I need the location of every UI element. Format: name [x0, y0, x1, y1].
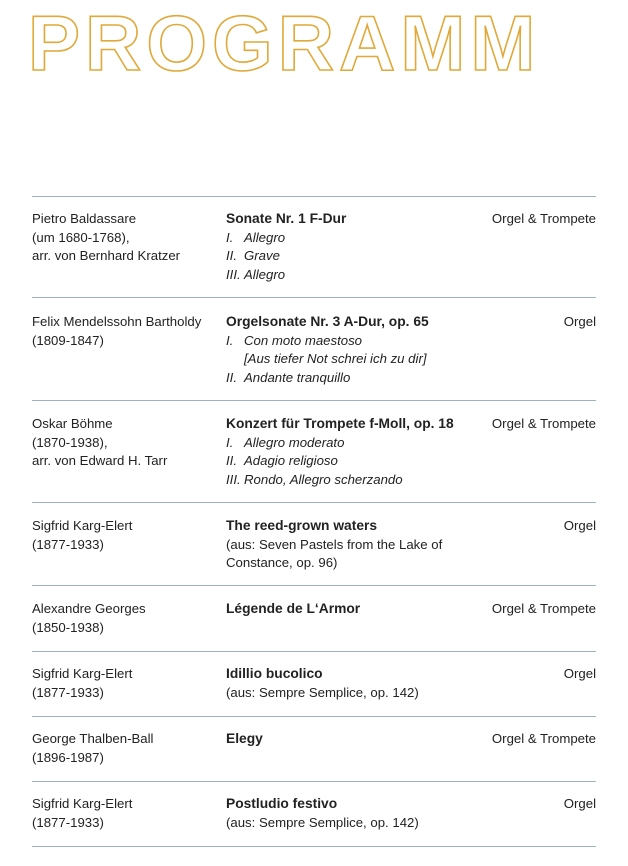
composer-name: Sigfrid Karg-Elert	[32, 796, 133, 811]
work-note: (aus: Seven Pastels from the Lake of	[226, 536, 443, 552]
movement	[226, 471, 516, 490]
composer-dates: (1877-1933)	[32, 536, 104, 552]
composer	[32, 415, 222, 471]
divider	[32, 781, 596, 782]
divider	[32, 196, 596, 197]
composer-arranger: arr. von Bernhard Kratzer	[32, 248, 181, 263]
composer	[32, 730, 222, 767]
divider	[32, 846, 596, 847]
composer-dates: (1877-1933)	[32, 684, 104, 700]
movement-title: Allegro	[244, 266, 286, 282]
work-note: (aus: Sempre Semplice, op. 142)	[226, 684, 419, 700]
instrumentation: Orgel	[563, 666, 596, 681]
work	[226, 795, 516, 832]
composer	[32, 517, 222, 554]
movement-title: Allegro	[244, 229, 286, 245]
composer-name: Sigfrid Karg-Elert	[32, 518, 133, 533]
work-title: Idillio bucolico	[226, 666, 323, 681]
movement	[226, 247, 516, 266]
divider	[32, 297, 596, 298]
work-title: Postludio festivo	[226, 796, 338, 811]
movement-number: III.	[226, 266, 241, 282]
composer-name: Alexandre Georges	[32, 601, 146, 616]
page-title: PROGRAMM	[28, 0, 541, 87]
movement-number: II.	[226, 248, 237, 263]
work-title: Légende de L‘Armor	[226, 601, 361, 616]
instrumentation: Orgel	[563, 314, 596, 329]
movement-number: II.	[226, 453, 237, 468]
composer-name: George Thalben-Ball	[32, 731, 154, 746]
work	[226, 210, 516, 284]
work	[226, 730, 516, 749]
movement-title: Allegro moderato	[244, 434, 345, 450]
instrumentation: Orgel	[563, 796, 596, 811]
movement-subtitle	[226, 350, 516, 369]
movement-number: I.	[226, 434, 234, 450]
divider	[32, 502, 596, 503]
movement	[226, 332, 516, 351]
composer-name: Oskar Böhme	[32, 416, 113, 431]
composer-dates: (1877-1933)	[32, 814, 104, 830]
work-title: Sonate Nr. 1 F-Dur	[226, 211, 347, 226]
divider	[32, 716, 596, 717]
instrumentation: Orgel	[563, 518, 596, 533]
composer	[32, 665, 222, 702]
work	[226, 415, 516, 489]
movement	[226, 434, 516, 453]
composer	[32, 600, 222, 637]
movement	[226, 452, 516, 471]
work	[226, 517, 516, 573]
movement-title: Con moto maestoso	[244, 332, 363, 348]
movement-number: I.	[226, 229, 234, 245]
instrumentation: Orgel & Trompete	[491, 731, 596, 746]
movement-number: II.	[226, 369, 237, 385]
divider	[32, 651, 596, 652]
composer-dates: (1809-1847)	[32, 332, 104, 348]
instrumentation: Orgel & Trompete	[491, 416, 596, 431]
work-note: Constance, op. 96)	[226, 555, 338, 570]
work-title: The reed-grown waters	[226, 518, 378, 533]
composer	[32, 210, 222, 266]
movement-title: [Aus tiefer Not schrei ich zu dir]	[244, 351, 427, 366]
composer-dates: (1870-1938),	[32, 434, 108, 450]
composer-dates: (1850-1938)	[32, 619, 104, 635]
movement-number: I.	[226, 332, 234, 348]
instrumentation: Orgel & Trompete	[491, 211, 596, 226]
composer	[32, 313, 222, 350]
composer-name: Sigfrid Karg-Elert	[32, 666, 133, 681]
instrumentation: Orgel & Trompete	[491, 601, 596, 616]
movement-title: Adagio religioso	[244, 453, 338, 468]
work	[226, 313, 516, 387]
movement	[226, 369, 516, 388]
divider	[32, 585, 596, 586]
work-title: Elegy	[226, 731, 263, 746]
divider	[32, 400, 596, 401]
work-title: Konzert für Trompete f-Moll, op. 18	[226, 416, 454, 431]
work-title: Orgelsonate Nr. 3 A-Dur, op. 65	[226, 314, 429, 329]
movement-title: Rondo, Allegro scherzando	[244, 471, 403, 487]
composer-dates: (um 1680-1768),	[32, 229, 130, 245]
composer-arranger: arr. von Edward H. Tarr	[32, 453, 168, 468]
composer-name: Felix Mendelssohn Bartholdy	[32, 314, 202, 329]
composer-dates: (1896-1987)	[32, 749, 104, 765]
work	[226, 665, 516, 702]
movement-title: Grave	[244, 248, 280, 263]
movement	[226, 229, 516, 248]
work-note: (aus: Sempre Semplice, op. 142)	[226, 814, 419, 830]
movement-number: III.	[226, 471, 241, 487]
composer-name: Pietro Baldassare	[32, 211, 137, 226]
work	[226, 600, 516, 619]
movement	[226, 266, 516, 285]
composer	[32, 795, 222, 832]
movement-title: Andante tranquillo	[244, 369, 351, 385]
